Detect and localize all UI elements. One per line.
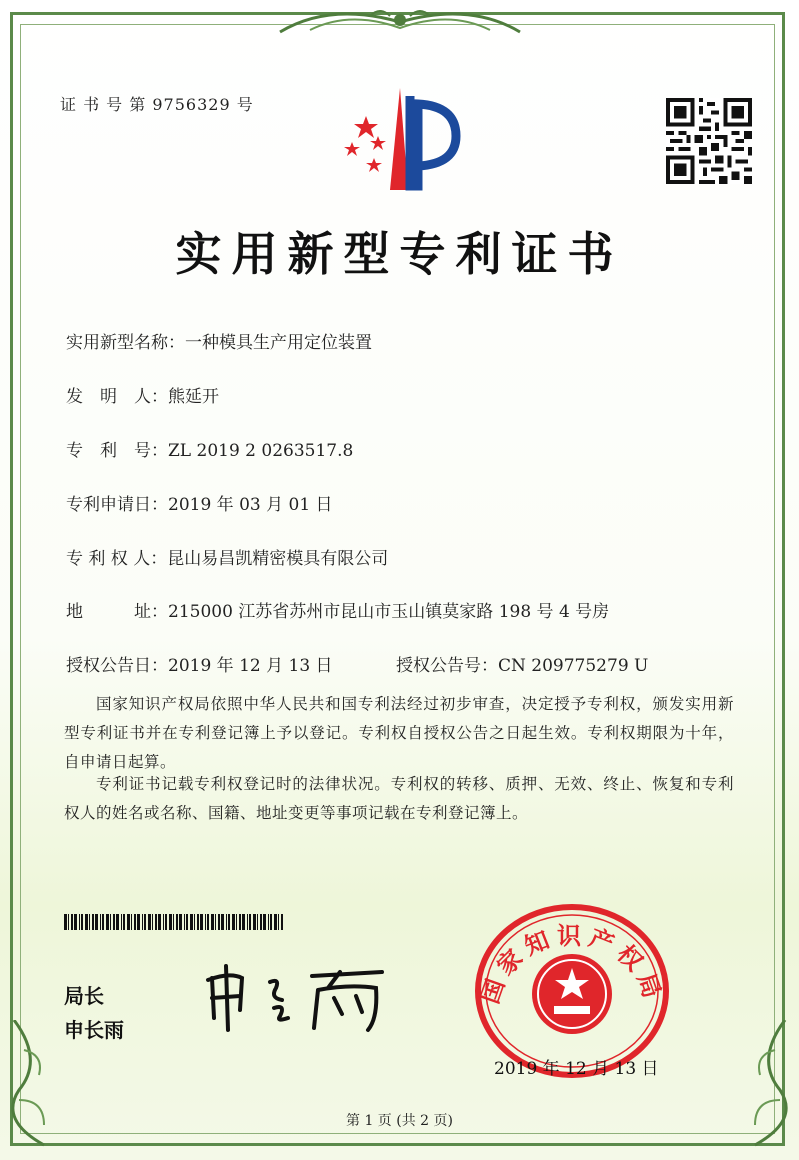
patentee-label: 专 利 权 人：	[66, 549, 168, 569]
inventor-row	[66, 382, 219, 407]
barcode-bar	[274, 914, 277, 930]
barcode-bar	[92, 914, 94, 930]
barcode-bar	[253, 914, 256, 930]
barcode-bar	[158, 914, 161, 930]
barcode-bar	[74, 914, 77, 930]
barcode-bar	[131, 914, 132, 930]
utility-model-name-value: 一种模具生产用定位装置	[185, 333, 372, 353]
barcode-bar	[190, 914, 193, 930]
inventor-label: 发 明 人：	[66, 387, 168, 407]
barcode-bar	[249, 914, 251, 930]
barcode-bar	[215, 914, 216, 930]
certificate-number	[60, 92, 254, 115]
barcode-bar	[81, 914, 83, 930]
grant-date-label: 授权公告日：	[66, 656, 168, 676]
barcode-bar	[221, 914, 224, 930]
qr-code	[666, 98, 752, 184]
certificate-number-suffix: 号	[236, 95, 254, 114]
certificate-number-value: 9756329	[152, 95, 231, 114]
barcode-bar	[226, 914, 227, 930]
barcode-bar	[102, 914, 104, 930]
top-ornament	[270, 2, 530, 42]
barcode	[64, 914, 286, 930]
seal-ring-text: 国家知识产权局	[475, 922, 669, 1008]
barcode-bar	[137, 914, 140, 930]
barcode-bar	[247, 914, 248, 930]
barcode-bar	[79, 914, 80, 930]
barcode-bar	[176, 914, 178, 930]
barcode-bar	[142, 914, 143, 930]
barcode-bar	[211, 914, 214, 930]
barcode-bar	[106, 914, 109, 930]
barcode-bar	[113, 914, 115, 930]
barcode-bar	[89, 914, 90, 930]
inventor-value: 熊延开	[168, 387, 219, 407]
barcode-bar	[100, 914, 101, 930]
barcode-bar	[242, 914, 245, 930]
application-date-row	[66, 490, 333, 515]
barcode-bar	[197, 914, 199, 930]
barcode-bar	[268, 914, 269, 930]
barcode-bar	[232, 914, 235, 930]
barcode-bar	[186, 914, 188, 930]
barcode-bar	[127, 914, 130, 930]
barcode-bar	[123, 914, 125, 930]
barcode-bar	[152, 914, 153, 930]
statement-paragraph-1: 国家知识产权局依照中华人民共和国专利法经过初步审查，决定授予专利权，颁发实用新型专利证书并在专利登记簿上予以登记。专利权自授权公告之日起生效。专利权期限为十年，自申请日起算。	[64, 695, 734, 771]
grant-number-value: CN 209775279 U	[498, 656, 649, 676]
barcode-bar	[134, 914, 136, 930]
barcode-bar	[110, 914, 111, 930]
barcode-bar	[95, 914, 98, 930]
barcode-bar	[85, 914, 88, 930]
application-date-value: 2019 年 03 月 01 日	[168, 495, 333, 515]
grant-number-label: 授权公告号：	[396, 656, 498, 676]
barcode-bar	[205, 914, 206, 930]
barcode-bar	[281, 914, 283, 930]
application-date-label: 专利申请日：	[66, 495, 168, 515]
certificate-title: 实用新型专利证书	[175, 227, 624, 281]
patentee-value: 昆山易昌凯精密模具有限公司	[167, 549, 389, 569]
utility-model-name-row	[66, 328, 372, 353]
barcode-bar	[257, 914, 258, 930]
seal-date: 2019 年 12 月 13 日	[494, 1059, 659, 1079]
barcode-bar	[68, 914, 69, 930]
barcode-bar	[71, 914, 73, 930]
barcode-bar	[278, 914, 279, 930]
barcode-bar	[194, 914, 195, 930]
address-value: 215000 江苏省苏州市昆山市玉山镇莫家路 198 号 4 号房	[168, 602, 610, 622]
statement-paragraph-2: 专利证书记载专利权登记时的法律状况。专利权的转移、质押、无效、终止、恢复和专利权人的姓名或名称、国籍、地址变更等事项记载在专利登记簿上。	[64, 775, 734, 822]
grant-date-row	[66, 651, 333, 676]
handwritten-signature	[200, 958, 400, 1038]
barcode-bar	[184, 914, 185, 930]
barcode-bar	[64, 914, 67, 930]
barcode-bar	[148, 914, 151, 930]
barcode-bar	[116, 914, 119, 930]
right-corner-ornament	[735, 1020, 795, 1150]
director-name: 申长雨	[64, 1018, 124, 1042]
barcode-bar	[173, 914, 174, 930]
barcode-bar	[165, 914, 167, 930]
patent-office-logo	[338, 86, 468, 196]
barcode-bar	[200, 914, 203, 930]
address-label: 地 址：	[66, 602, 168, 622]
barcode-bar	[260, 914, 262, 930]
barcode-bar	[179, 914, 182, 930]
barcode-bar	[155, 914, 157, 930]
barcode-bar	[270, 914, 272, 930]
patent-number-row	[66, 436, 353, 461]
barcode-bar	[169, 914, 172, 930]
barcode-bar	[163, 914, 164, 930]
left-corner-ornament	[4, 1020, 64, 1150]
barcode-bar	[263, 914, 266, 930]
director-title: 局长	[64, 984, 104, 1008]
utility-model-name-label: 实用新型名称：	[66, 333, 185, 353]
barcode-bar	[218, 914, 220, 930]
patent-number-label: 专 利 号：	[66, 441, 168, 461]
barcode-bar	[228, 914, 230, 930]
barcode-bar	[144, 914, 146, 930]
barcode-bar	[121, 914, 122, 930]
barcode-bar	[239, 914, 241, 930]
grant-number-row	[396, 651, 648, 676]
patentee-row	[66, 544, 388, 569]
certificate-number-label: 证 书 号 第	[60, 95, 147, 114]
grant-date-value: 2019 年 12 月 13 日	[168, 656, 333, 676]
barcode-bar	[207, 914, 209, 930]
barcode-bar	[236, 914, 237, 930]
patent-number-value: ZL 2019 2 0263517.8	[168, 441, 354, 461]
address-row	[66, 597, 609, 622]
page-indicator: 第 1 页 (共 2 页)	[346, 1113, 453, 1129]
